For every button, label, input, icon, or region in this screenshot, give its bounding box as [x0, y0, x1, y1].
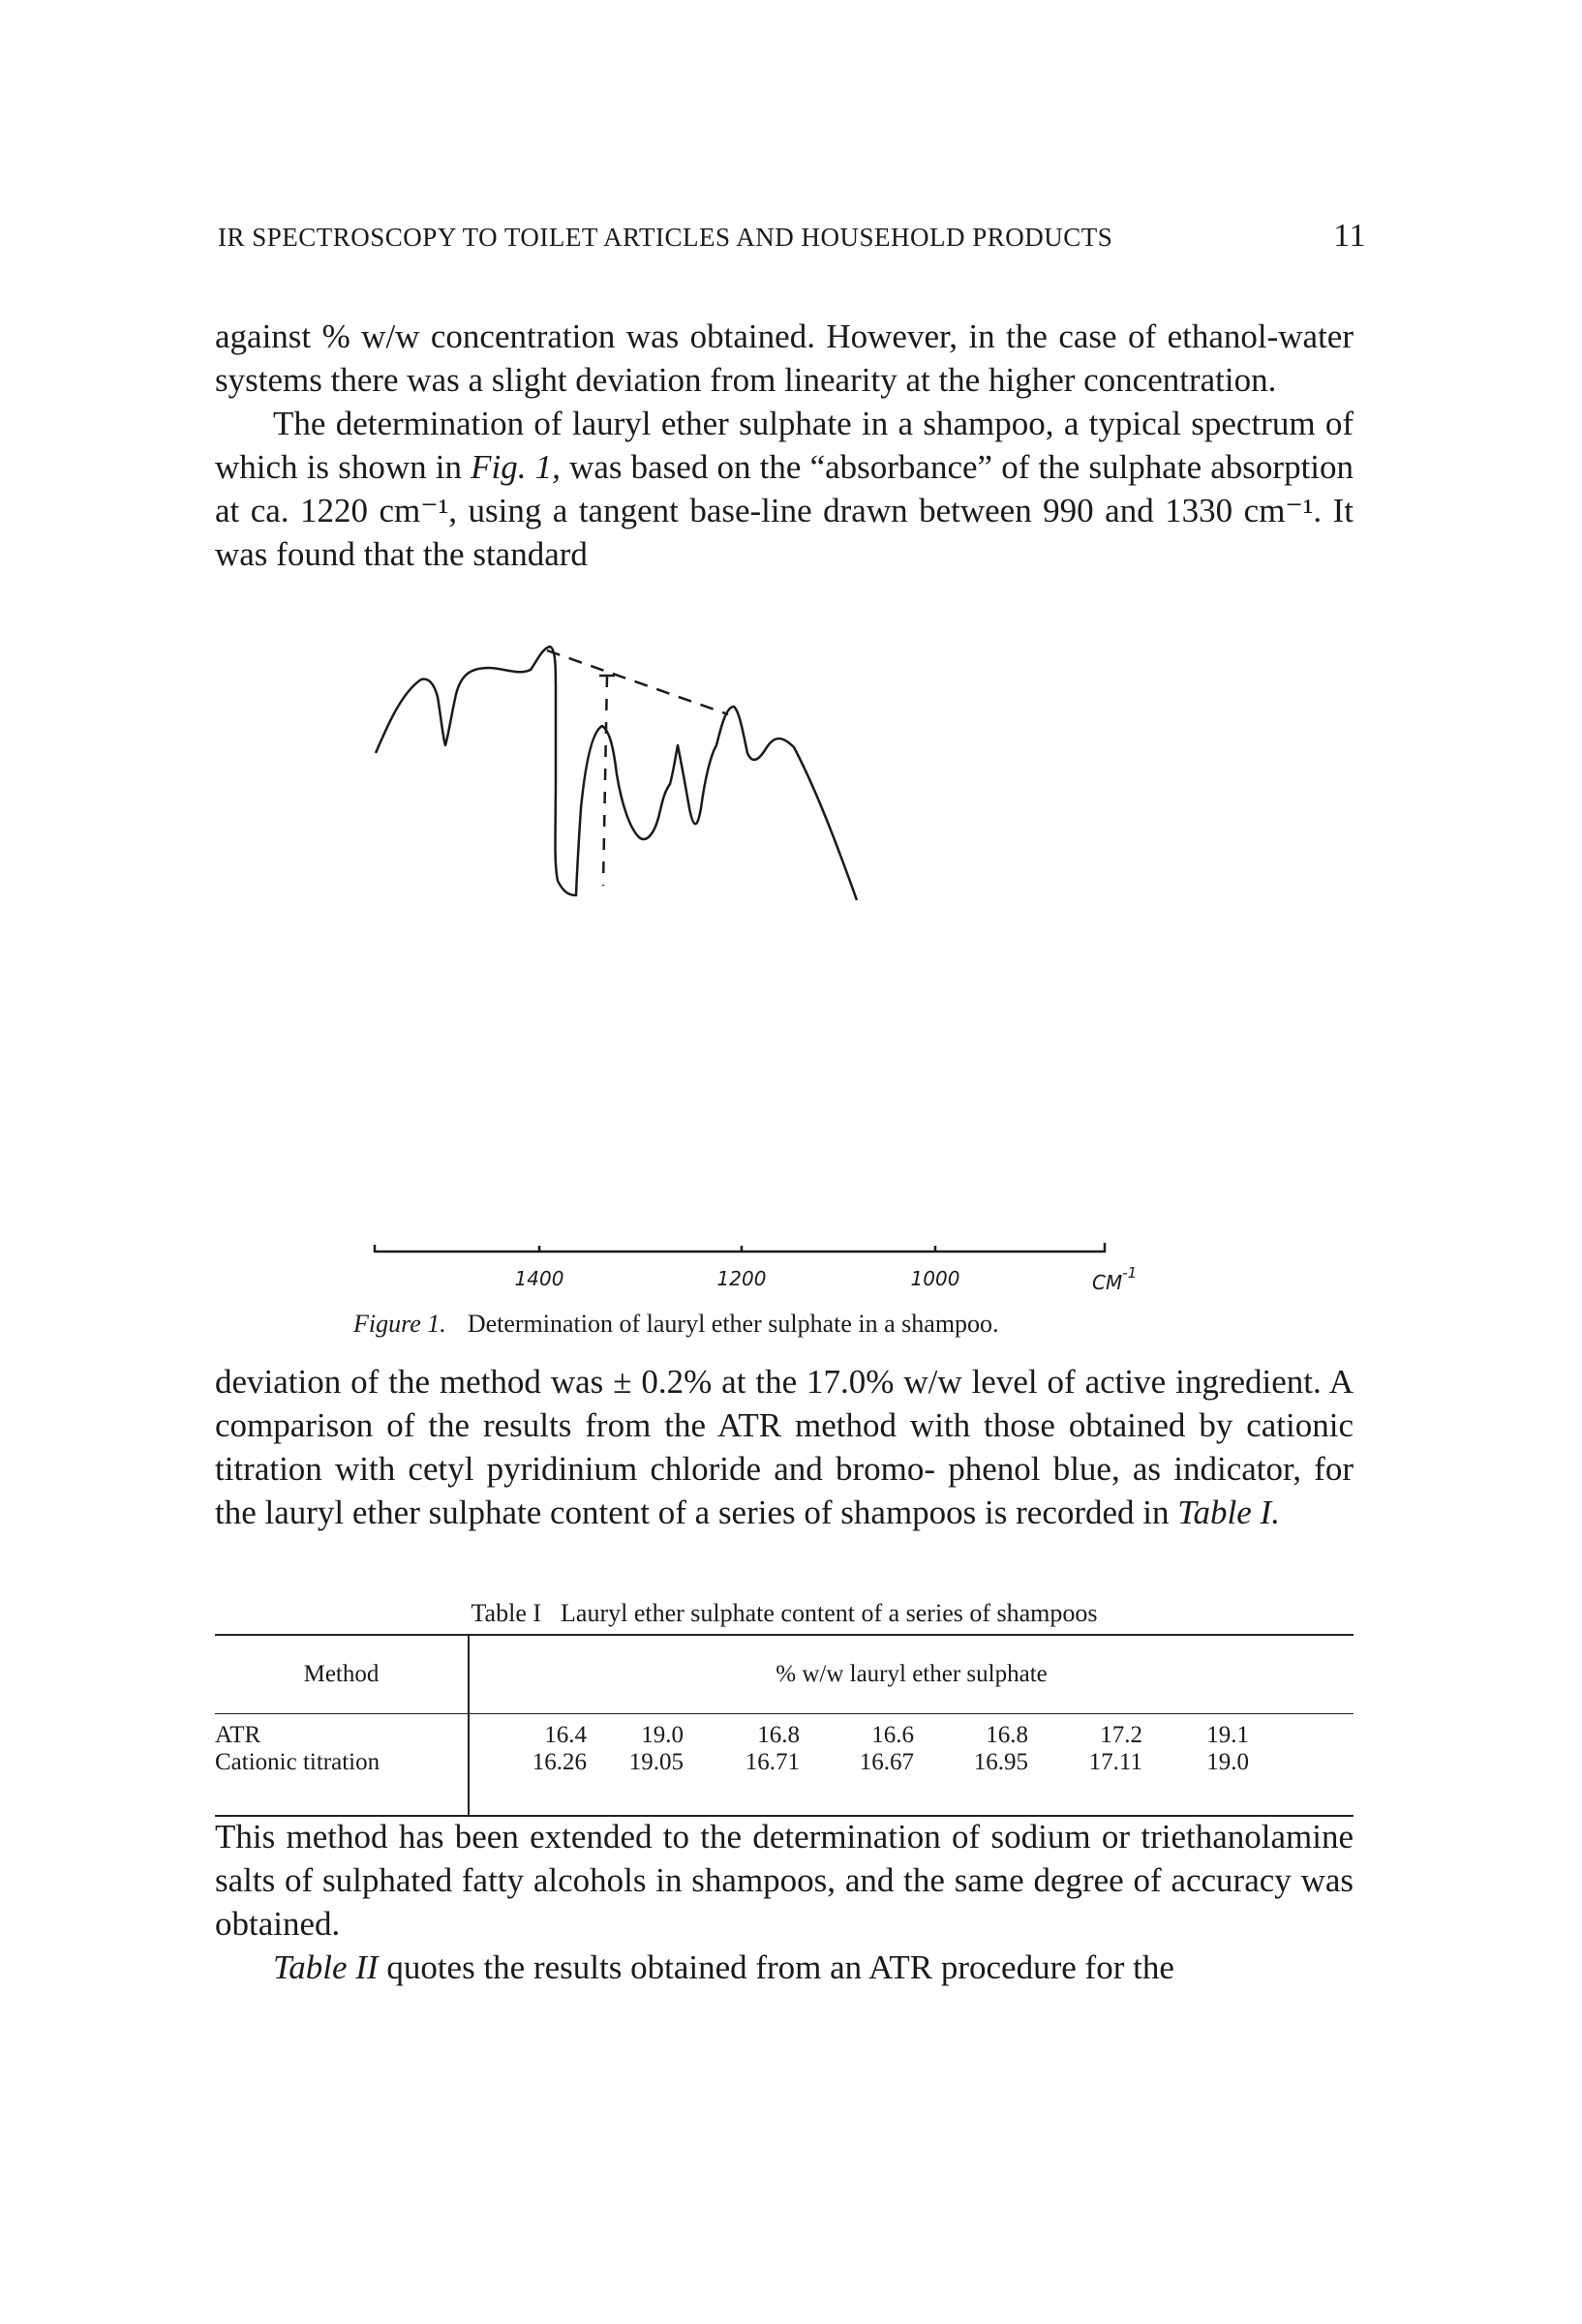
x-tick-label-1000: 1000	[910, 1267, 960, 1290]
paragraph-3	[215, 1360, 1354, 1534]
para1-line2: ethanol-water systems there was a slight deviation from linearity at the	[215, 317, 1354, 399]
running-header	[218, 218, 1366, 255]
header-method: Method	[215, 1635, 469, 1713]
tangent-baseline	[547, 650, 728, 714]
spectrum-trace	[376, 647, 857, 900]
absorbance-marker	[603, 676, 607, 886]
row-method: ATR	[215, 1714, 469, 1750]
body-text-middle	[215, 1360, 1354, 1534]
x-unit-text: CM	[1092, 1271, 1123, 1294]
para5-line1: quotes the results obtained from an ATR procedure for the	[378, 1948, 1174, 1986]
table-cell: 19.1	[1206, 1722, 1249, 1748]
para1-line1: against % w/w concentration was obtained. However, in the case of	[215, 317, 1157, 355]
table-cell: 16.71	[745, 1749, 800, 1775]
table-cell: 19.0	[1206, 1749, 1249, 1775]
para4-line2: triethanolamine salts of sulphated fatty alcohols in shampoos, and the	[215, 1818, 1354, 1899]
table-row	[215, 1749, 1354, 1816]
table-label: Table I	[471, 1599, 542, 1627]
figure-caption	[353, 1310, 1322, 1339]
figure-reference: Fig. 1,	[471, 448, 561, 486]
paragraph-2	[215, 402, 1354, 576]
table-cell: 19.05	[628, 1749, 684, 1775]
paragraph-1	[215, 315, 1354, 402]
page-number: 11	[1333, 218, 1366, 254]
table-reference: Table I.	[1177, 1494, 1280, 1531]
figure-caption-text: Determination of lauryl ether sulphate in a shampoo.	[467, 1310, 999, 1338]
ir-spectrum-figure	[349, 639, 1220, 1316]
para3-line1: deviation of the method was ± 0.2% at the 17.0% w/w level of active	[215, 1363, 1167, 1401]
x-unit-label	[1092, 1264, 1137, 1294]
x-tick-label-1400: 1400	[514, 1267, 564, 1290]
para2-line3: of the sulphate absorption at ca. 1220 cm⁻¹, using a tangent base-line	[215, 448, 1354, 529]
table-cell: 16.26	[532, 1749, 587, 1775]
table-caption	[215, 1599, 1354, 1628]
table-ii-reference: Table II	[273, 1948, 379, 1986]
para3-line5a: of shampoos is recorded in	[804, 1494, 1178, 1531]
table-header-row	[215, 1635, 1354, 1713]
running-title: IR SPECTROSCOPY TO TOILET ARTICLES AND HOUSEHOLD PRODUCTS	[218, 223, 1113, 252]
row-method: Cationic titration	[215, 1749, 469, 1816]
spectrum-svg	[349, 639, 1220, 1316]
body-text-bottom	[215, 1815, 1354, 1989]
para2-line2b: was based on the “absorbance”	[560, 448, 993, 486]
table-cell: 16.4	[544, 1722, 587, 1748]
body-text-top	[215, 315, 1354, 576]
para3-line4: phenol blue, as indicator, for the lauryl ether sulphate content of a series	[215, 1450, 1354, 1531]
table-cell: 16.8	[986, 1722, 1028, 1748]
results-table	[215, 1634, 1354, 1819]
header-values: % w/w lauryl ether sulphate	[776, 1661, 1048, 1687]
para4-line3: same degree of accuracy was obtained.	[215, 1861, 1354, 1943]
para3-line3: obtained by cationic titration with cetyl pyridinium chloride and bromo-	[215, 1406, 1354, 1488]
table-cell: 19.0	[641, 1722, 684, 1748]
table-cell: 16.8	[757, 1722, 800, 1748]
para2-line2a: spectrum of which is shown in	[215, 405, 1354, 486]
table-cell: 17.11	[1088, 1749, 1142, 1775]
table-cell: 16.95	[973, 1749, 1028, 1775]
x-unit-exponent: -1	[1122, 1264, 1138, 1282]
para3-line2: ingredient. A comparison of the results from the ATR method with those	[215, 1363, 1354, 1444]
table-cell: 16.6	[871, 1722, 914, 1748]
table-row	[215, 1714, 1354, 1750]
para2-line1: The determination of lauryl ether sulphate in a shampoo, a typical	[273, 405, 1181, 442]
paragraph-5	[215, 1946, 1354, 1989]
figure-caption-label: Figure 1.	[353, 1310, 446, 1338]
table-caption-text: Lauryl ether sulphate content of a series of shampoos	[561, 1599, 1098, 1627]
paragraph-4	[215, 1815, 1354, 1946]
para4-line1: This method has been extended to the determination of sodium or	[215, 1818, 1131, 1856]
para1-line3: higher concentration.	[988, 361, 1277, 399]
x-tick-label-1200: 1200	[716, 1267, 767, 1290]
para2-line4: drawn between 990 and 1330 cm⁻¹. It was found that the standard	[215, 492, 1354, 573]
table-cell: 16.67	[859, 1749, 914, 1775]
table-cell: 17.2	[1100, 1722, 1142, 1748]
